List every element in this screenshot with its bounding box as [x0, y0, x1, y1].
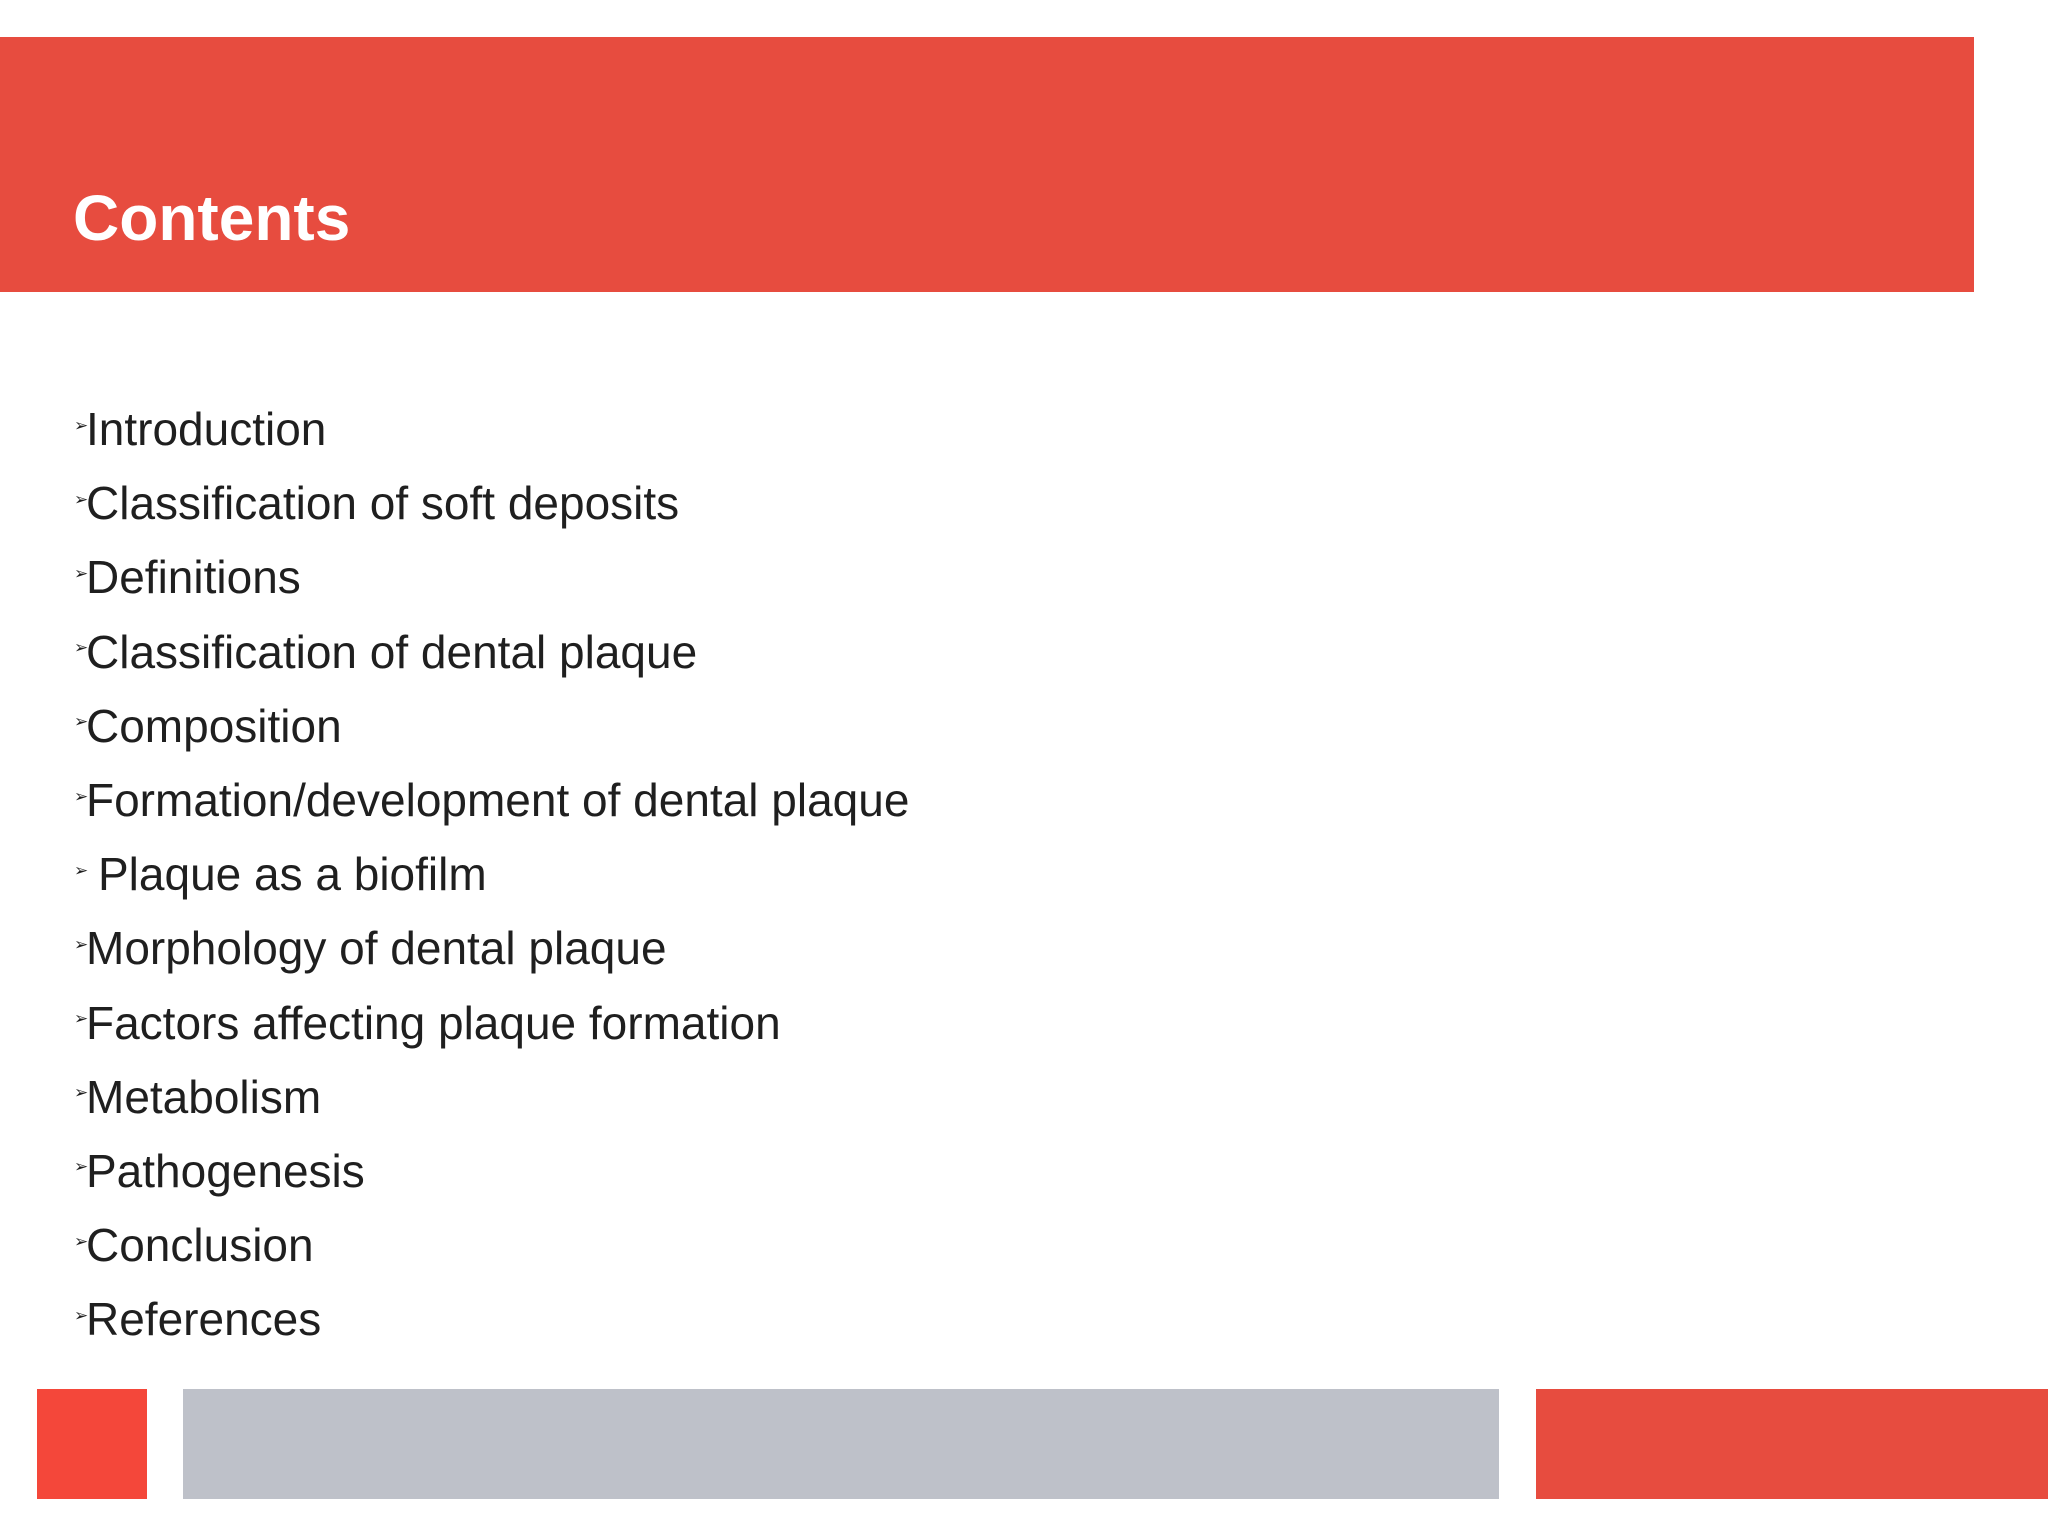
list-item-label: Classification of dental plaque — [86, 625, 698, 678]
list-item — [74, 1134, 909, 1208]
list-item — [74, 615, 909, 689]
list-item-label: Definitions — [86, 551, 301, 604]
arrowhead-bullet-icon: ➢ — [74, 1009, 89, 1029]
list-item-label: Plaque as a biofilm — [98, 848, 487, 901]
list-item-label: Introduction — [86, 403, 327, 456]
arrowhead-bullet-icon: ➢ — [74, 1305, 89, 1325]
slide-title: Contents — [73, 182, 351, 254]
list-item — [74, 911, 909, 985]
list-item — [74, 1282, 909, 1356]
list-item-label: References — [86, 1293, 322, 1346]
arrowhead-bullet-icon: ➢ — [74, 489, 89, 509]
list-item-label: Classification of soft deposits — [86, 477, 680, 530]
contents-list — [74, 392, 909, 1356]
list-item — [74, 763, 909, 837]
arrowhead-bullet-icon: ➢ — [74, 860, 89, 880]
footer-red-square — [37, 1389, 147, 1499]
list-item-label: Metabolism — [86, 1070, 322, 1123]
arrowhead-bullet-icon: ➢ — [74, 712, 89, 732]
list-item-label: Composition — [86, 699, 342, 752]
arrowhead-bullet-icon: ➢ — [74, 1231, 89, 1251]
footer-red-bar — [1536, 1389, 2048, 1499]
arrowhead-bullet-icon: ➢ — [74, 1083, 89, 1103]
list-item — [74, 1208, 909, 1282]
list-item — [74, 1060, 909, 1134]
list-item — [74, 837, 909, 911]
list-item — [74, 466, 909, 540]
arrowhead-bullet-icon: ➢ — [74, 563, 89, 583]
arrowhead-bullet-icon: ➢ — [74, 786, 89, 806]
arrowhead-bullet-icon: ➢ — [74, 415, 89, 435]
list-item — [74, 986, 909, 1060]
list-item — [74, 392, 909, 466]
arrowhead-bullet-icon: ➢ — [74, 934, 89, 954]
arrowhead-bullet-icon: ➢ — [74, 638, 89, 658]
list-item-label: Formation/development of dental plaque — [86, 774, 910, 827]
list-item-label: Factors affecting plaque formation — [86, 996, 781, 1049]
list-item — [74, 689, 909, 763]
footer-grey-bar — [183, 1389, 1499, 1499]
list-item-label: Conclusion — [86, 1219, 314, 1272]
list-item — [74, 540, 909, 614]
list-item-label: Pathogenesis — [86, 1144, 365, 1197]
arrowhead-bullet-icon: ➢ — [74, 1157, 89, 1177]
list-item-label: Morphology of dental plaque — [86, 922, 667, 975]
